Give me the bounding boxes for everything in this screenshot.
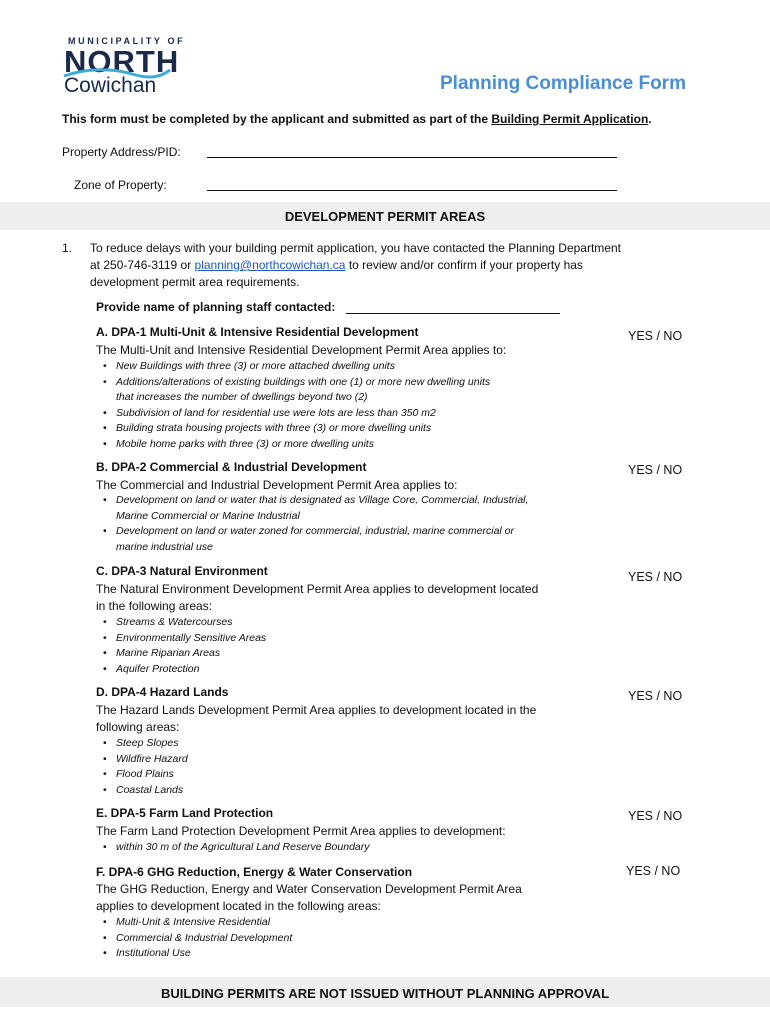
staff-contacted-field[interactable] — [346, 313, 560, 314]
dpa3-description: The Natural Environment Development Permit Area applies to development located — [96, 582, 539, 596]
dpa2-description: The Commercial and Industrial Development Permit Area applies to: — [96, 478, 458, 492]
dpa4-bullet-list — [96, 736, 566, 798]
dpa2-yes-no[interactable]: YES / NO — [628, 463, 683, 477]
building-permit-application-link[interactable]: Building Permit Application — [491, 112, 649, 126]
list-item: • Commercial & Industrial Development — [96, 931, 566, 947]
zone-label: Zone of Property: — [74, 178, 167, 192]
dpa4-yes-no[interactable]: YES / NO — [628, 689, 683, 703]
list-item: • Development on land or water zoned for commercial, industrial, marine commercial or — [96, 524, 566, 540]
dpa4-description: The Hazard Lands Development Permit Area applies to development located in the — [96, 703, 537, 717]
list-item: • Steep Slopes — [96, 736, 566, 752]
dpa6-bullet-list — [96, 915, 566, 962]
item1-line2 — [90, 257, 690, 274]
dpa6-title: F. DPA-6 GHG Reduction, Energy & Water Conservation — [96, 865, 413, 879]
list-item-continuation: that increases the number of dwellings beyond two (2) — [116, 391, 368, 403]
list-item: • Environmentally Sensitive Areas — [96, 631, 566, 647]
zone-field[interactable] — [207, 190, 617, 191]
dpa5-title: E. DPA-5 Farm Land Protection — [96, 806, 274, 820]
planning-email-link[interactable]: planning@northcowichan.ca — [194, 258, 346, 272]
logo-north-text: NORTH — [64, 44, 180, 79]
dpa4-description-cont: following areas: — [96, 720, 180, 734]
list-item: • Building strata housing projects with three (3) or more dwelling units — [96, 421, 566, 437]
list-item: • Mobile home parks with three (3) or more dwelling units — [96, 437, 566, 453]
property-address-field[interactable] — [207, 157, 617, 158]
dpa1-bullet-list — [96, 359, 566, 452]
dpa5-description: The Farm Land Protection Development Permit Area applies to development: — [96, 824, 506, 838]
item1-line2-before: at 250-746-3119 or — [90, 258, 195, 272]
list-item: • Multi-Unit & Intensive Residential — [96, 915, 566, 931]
dpa5-bullet-list — [96, 840, 566, 856]
form-title: Planning Compliance Form — [440, 73, 686, 94]
logo-cowichan-text: Cowichan — [64, 74, 157, 97]
list-item: • Institutional Use — [96, 946, 566, 962]
item-number: 1. — [62, 241, 73, 255]
footer-notice: BUILDING PERMITS ARE NOT ISSUED WITHOUT PLANNING APPROVAL — [160, 986, 610, 1001]
list-item: • New Buildings with three (3) or more attached dwelling units — [96, 359, 566, 375]
dpa6-yes-no[interactable]: YES / NO — [626, 864, 681, 878]
footer-band — [0, 977, 770, 1007]
dpa3-yes-no[interactable]: YES / NO — [628, 570, 683, 584]
list-item: • Flood Plains — [96, 767, 566, 783]
list-item: • Additions/alterations of existing buildings with one (1) or more new dwelling units — [96, 375, 566, 391]
dpa6-description: The GHG Reduction, Energy and Water Conservation Development Permit Area — [96, 882, 522, 896]
list-item: • Streams & Watercourses — [96, 615, 566, 631]
dpa2-title: B. DPA-2 Commercial & Industrial Development — [96, 460, 367, 474]
list-item: • Aquifer Protection — [96, 662, 566, 678]
dpa2-bullet-list — [96, 493, 566, 555]
list-item: • Wildfire Hazard — [96, 752, 566, 768]
logo-municipality-text: MUNICIPALITY OF — [68, 36, 186, 46]
intro-text — [62, 112, 652, 126]
staff-contacted-label: Provide name of planning staff contacted: — [96, 300, 336, 314]
list-item: • Coastal Lands — [96, 783, 566, 799]
list-item: • Development on land or water that is designated as Village Core, Commercial, Industrial, — [96, 493, 566, 509]
list-item-continuation: Marine Commercial or Marine Industrial — [116, 509, 300, 522]
dpa1-yes-no[interactable]: YES / NO — [628, 329, 683, 343]
item1-line2-after: to review and/or confirm if your property has — [345, 258, 583, 272]
item1-line1: To reduce delays with your building permit application, you have contacted the Planning Department — [90, 241, 621, 255]
dpa1-description: The Multi-Unit and Intensive Residential Development Permit Area applies to: — [96, 343, 507, 357]
list-item: • Subdivision of land for residential use were lots are less than 350 m2 — [96, 406, 566, 422]
list-item-continuation: marine industrial use — [116, 540, 213, 553]
list-item: • Marine Riparian Areas — [96, 646, 566, 662]
intro-before: This form must be completed by the applicant and submitted as part of the — [62, 112, 492, 126]
dpa1-title: A. DPA-1 Multi-Unit & Intensive Residential Development — [96, 325, 419, 339]
property-address-label: Property Address/PID: — [62, 145, 181, 159]
intro-after: . — [648, 112, 652, 126]
dpa4-title: D. DPA-4 Hazard Lands — [96, 685, 229, 699]
section-heading: DEVELOPMENT PERMIT AREAS — [284, 209, 486, 224]
list-item: • within 30 m of the Agricultural Land Reserve Boundary — [96, 840, 566, 856]
dpa3-bullet-list — [96, 615, 566, 677]
item1-text — [90, 240, 690, 291]
dpa3-title: C. DPA-3 Natural Environment — [96, 564, 268, 578]
dpa5-yes-no[interactable]: YES / NO — [628, 809, 683, 823]
item1-line3: development permit area requirements. — [90, 275, 300, 289]
dpa6-description-cont: applies to development located in the following areas: — [96, 899, 381, 913]
section-heading-band — [0, 202, 770, 230]
dpa3-description-cont: in the following areas: — [96, 599, 213, 613]
